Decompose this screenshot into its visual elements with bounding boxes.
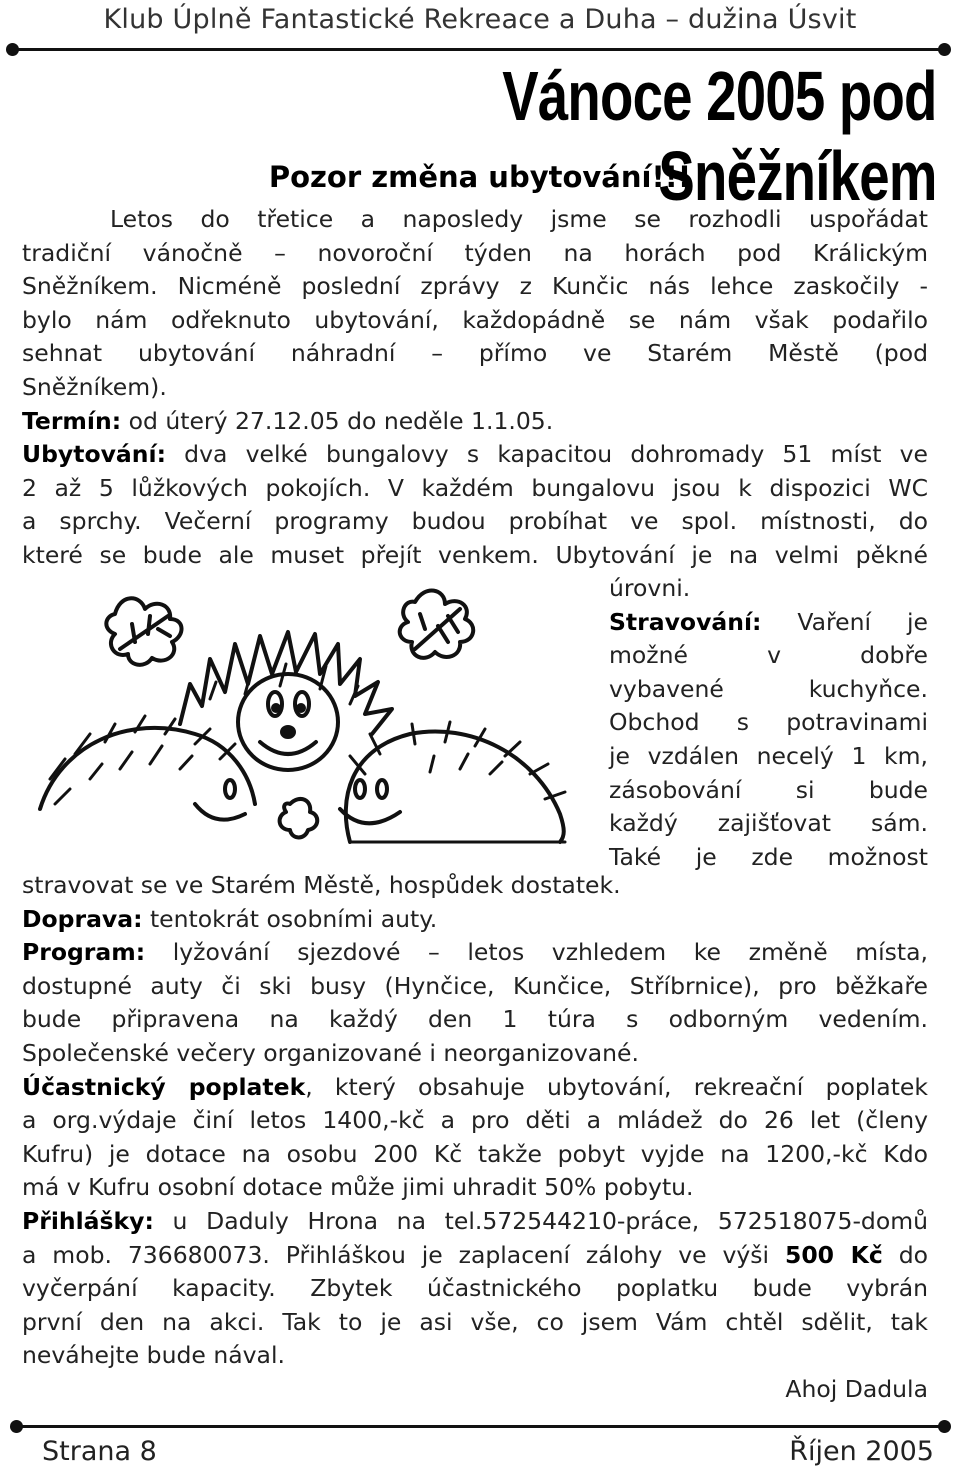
intro-line: Sněžníkem).: [22, 372, 167, 401]
hedgehog-left-body: [40, 728, 255, 809]
rule-dot: [938, 1420, 951, 1433]
applications-line: první den na akci. Tak to je asi vše, co jsem Vám chtěl sdělit, tak: [22, 1307, 928, 1336]
program-line: bude připravena na každý den 1 túra s odborným vedením.: [22, 1005, 928, 1034]
page-title: Vánoce 2005 pod Sněžníkem: [502, 57, 937, 215]
food-line: Obchod s potravinami: [609, 708, 928, 737]
newsletter-header: Klub Úplně Fantastické Rekreace a Duha – dužina Úsvit: [103, 4, 857, 35]
leaf-small-icon: [280, 799, 318, 838]
lower-paragraphs: [22, 869, 928, 1407]
accommodation-line: 2 až 5 lůžkových pokojích. V každém bungalovu jsou k dispozici WC: [22, 473, 928, 502]
food-line: je vzdálen necelý 1 km,: [609, 741, 928, 770]
leaf-left-icon: [106, 598, 181, 665]
food-line: každý zajišťovat sám.: [609, 809, 928, 838]
intro-line: Letos do třetice a naposledy jsme se rozhodli uspořádat: [110, 205, 928, 233]
intro-paragraph: [22, 203, 928, 573]
food-line: možné v dobře: [609, 641, 928, 670]
food-label: Stravování:: [609, 607, 762, 636]
accommodation-line: Ubytování: dva velké bungalovy s kapacitou dohromady 51 míst ve: [22, 440, 928, 469]
accommodation-line: a sprchy. Večerní programy budou probíhat ve spol. místnosti, do: [22, 507, 928, 536]
food-line: Stravování: Vaření je: [609, 607, 928, 636]
intro-line: bylo nám odřeknuto ubytování, každopádně se nám však podařilo: [22, 305, 928, 334]
hedgehog-spikes: [180, 632, 392, 734]
fee-line: má v Kufru osobní dotace může jimi uhradit 50% pobytu.: [22, 1173, 694, 1202]
program-line: dostupné auty či ski busy (Hynčice, Kunčice, Stříbrnice), pro běžkaře: [22, 971, 928, 1000]
program-line: Program: lyžování sjezdové – letos vzhledem ke změně místa,: [22, 938, 928, 967]
accommodation-line: které se bude ale muset přejít venkem. Ubytování je na velmi pěkné: [22, 540, 928, 569]
applications-line: a mob. 736680073. Přihláškou je zaplacení zálohy ve výši 500 Kč do: [22, 1240, 928, 1269]
header-rule: [12, 48, 946, 51]
food-line: vybavené kuchyňce.: [609, 674, 928, 703]
term-label: Termín:: [22, 406, 122, 435]
food-column: [609, 572, 928, 874]
fee-label: Účastnický poplatek: [22, 1072, 306, 1101]
applications-label: Přihlášky:: [22, 1206, 154, 1235]
transport-line: Doprava: tentokrát osobními auty.: [22, 904, 438, 933]
intro-line: Sněžníkem. Nicméně poslední zprávy z Kunčic nás lehce zaskočily -: [22, 272, 928, 301]
issue-date: Říjen 2005: [789, 1436, 934, 1467]
food-line: zásobování si bude: [609, 775, 928, 804]
accommodation-label: Ubytování:: [22, 440, 166, 469]
fee-line: Kufru) je dotace na osobu 200 Kč takže pobyt vyjde na 1200,-kč Kdo: [22, 1139, 928, 1168]
intro-line: tradiční vánočně – novoroční týden na horách pod Králickým: [22, 238, 928, 267]
fee-line: a org.výdaje činí letos 1400,-kč a pro děti a mládež do 26 let (členy: [22, 1106, 928, 1135]
term-text: od úterý 27.12.05 do neděle 1.1.05.: [121, 406, 554, 435]
program-label: Program:: [22, 938, 146, 967]
page-number: Strana 8: [42, 1436, 157, 1467]
term-line: [22, 405, 928, 439]
transport-label: Doprava:: [22, 904, 143, 933]
applications-line: neváhejte bude nával.: [22, 1341, 285, 1370]
food-last: stravovat se ve Starém Městě, hospůdek dostatek.: [22, 871, 621, 899]
intro-line: sehnat ubytování náhradní – přímo ve Starém Městě (pod: [22, 339, 928, 368]
hedgehogs-illustration: [20, 574, 590, 874]
accommodation-last: úrovni.: [609, 574, 691, 602]
program-line: Společenské večery organizované i neorganizované.: [22, 1038, 639, 1067]
deposit-amount: 500 Kč: [784, 1240, 883, 1269]
rule-dot: [938, 43, 951, 56]
applications-line: Přihlášky: u Daduly Hrona na tel.572544210-práce, 572518075-domů: [22, 1206, 928, 1235]
footer-rule: [16, 1425, 946, 1428]
fee-line: Účastnický poplatek, který obsahuje ubytování, rekreační poplatek: [22, 1072, 928, 1101]
leaf-right-icon: [400, 590, 474, 657]
warning-heading: Pozor změna ubytování!!!: [268, 160, 692, 194]
signature: Ahoj Dadula: [785, 1374, 928, 1403]
food-line: Také je zde možnost: [609, 842, 928, 871]
applications-line: vyčerpání kapacity. Zbytek účastnického poplatku bude vybrán: [22, 1274, 928, 1303]
